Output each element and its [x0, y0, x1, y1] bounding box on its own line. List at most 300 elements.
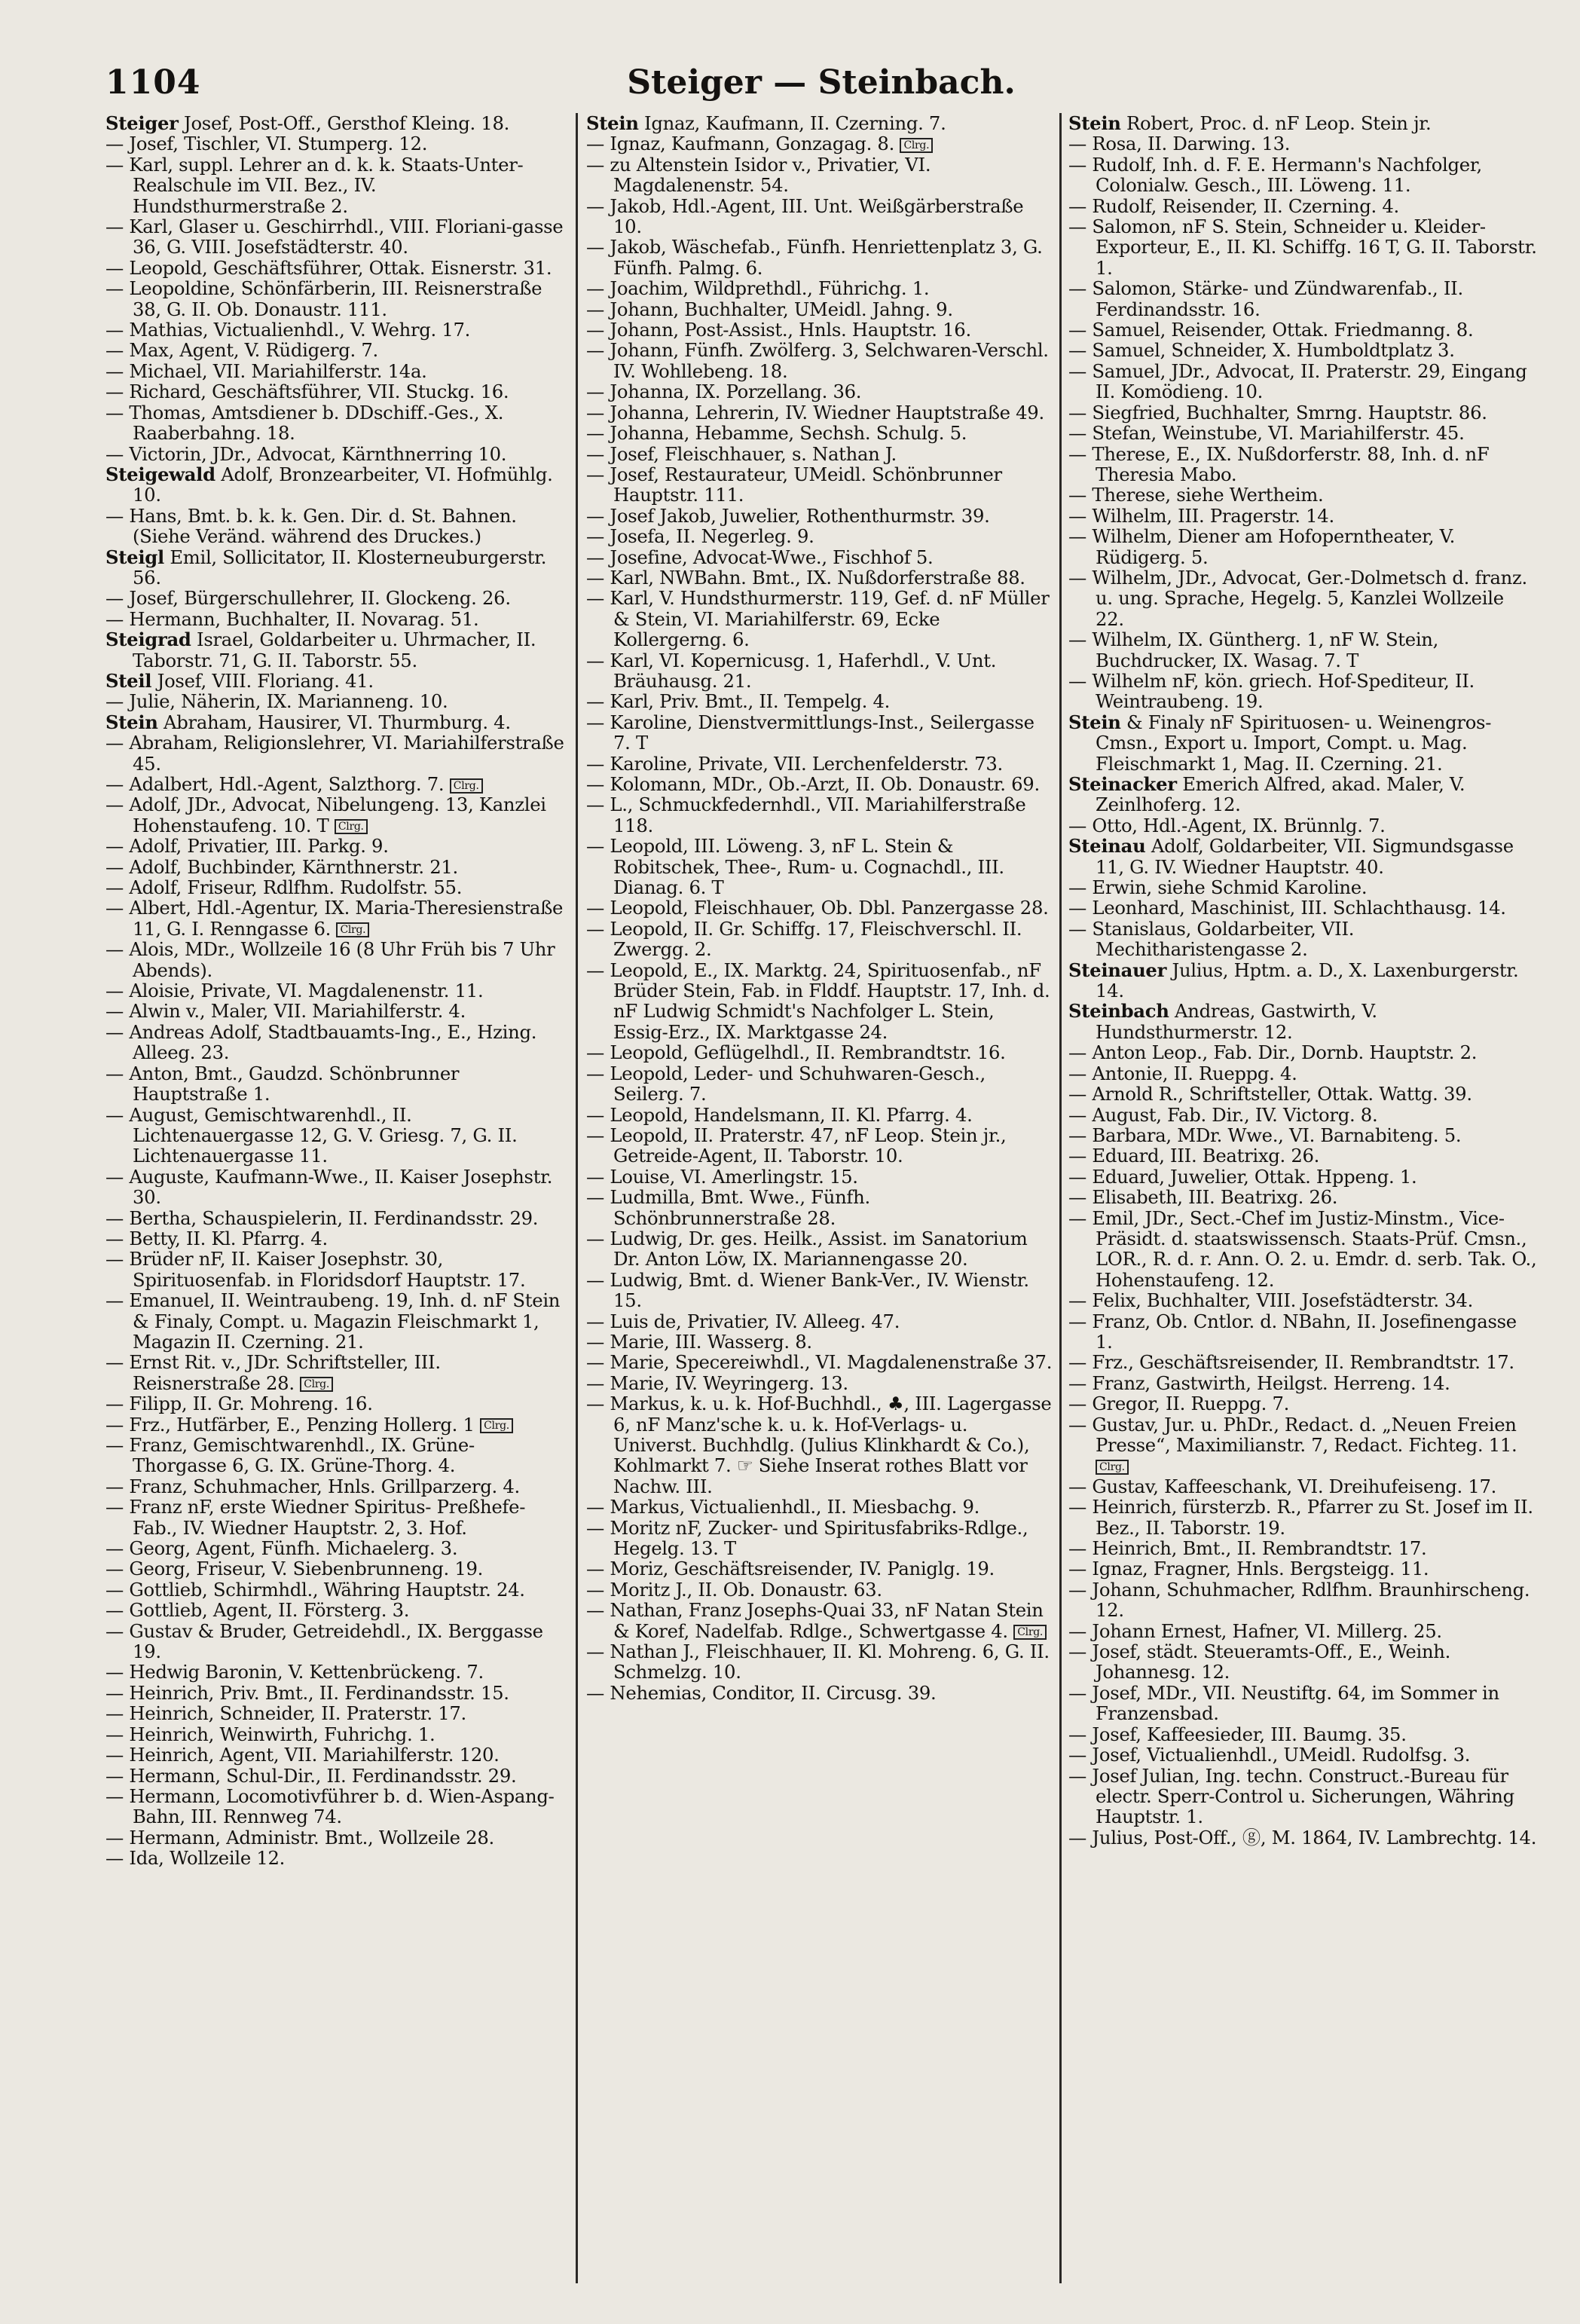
directory-entry — [105, 154, 567, 216]
entry-text: — Karl, suppl. Lehrer an d. k. k. Staats-Unter-Realschule im VII. Bez., IV. Hundsthurmerstraße 2. — [105, 153, 524, 217]
entry-text: Andreas, Gastwirth, V. Hundsthurmerstr. 12. — [1096, 1000, 1377, 1043]
directory-entry — [105, 897, 567, 939]
page-number: 1104 — [105, 63, 201, 102]
entry-text: — Heinrich, Agent, VII. Mariahilferstr. 120. — [105, 1744, 500, 1766]
entry-text: — Gottlieb, Agent, II. Försterg. 3. — [105, 1599, 410, 1622]
entry-text: — Leopold, Fleischhauer, Ob. Dbl. Panzergasse 28. — [586, 897, 1049, 919]
page-title: Steiger — Steinbach. — [627, 63, 1016, 102]
directory-entry — [105, 671, 567, 691]
directory-entry — [105, 340, 567, 360]
entry-text: — Hermann, Buchhalter, II. Novarag. 51. — [105, 607, 479, 630]
directory-entry — [1068, 1497, 1537, 1538]
entry-text: — Gregor, II. Rueppg. 7. — [1068, 1393, 1290, 1415]
entry-text: — Josef, Bürgerschullehrer, II. Glockeng. 26. — [105, 587, 511, 610]
clearing-badge: Clrg. — [900, 138, 933, 153]
entry-text: — Ignaz, Fragner, Hnls. Bergsteigg. 11. — [1068, 1558, 1429, 1580]
entry-text: — Leopoldine, Schönfärberin, III. Reisnerstraße 38, G. II. Ob. Donaustr. 111. — [105, 277, 542, 320]
entry-text: — Kolomann, MDr., Ob.-Arzt, II. Ob. Donaustr. 69. — [586, 773, 1040, 795]
entry-text: — Karoline, Private, VII. Lerchenfelderstr. 73. — [586, 752, 1003, 775]
directory-entry — [1068, 1724, 1537, 1745]
directory-entry — [1068, 1579, 1537, 1621]
directory-entry — [586, 1497, 1053, 1517]
entry-text: — Auguste, Kaufmann-Wwe., II. Kaiser Josephstr. 30. — [105, 1165, 553, 1209]
directory-entry — [105, 712, 567, 732]
directory-entry — [586, 754, 1053, 774]
entry-text: — Samuel, JDr., Advocat, II. Praterstr. 29, Eingang II. Komödieng. 10. — [1068, 359, 1527, 403]
directory-entry — [586, 836, 1053, 897]
entry-text: — Franz, Gemischtwarenhdl., IX. Grüne-Thorgasse 6, G. IX. Grüne-Thorg. 4. — [105, 1434, 475, 1477]
entry-text: — Johanna, IX. Porzellang. 36. — [586, 381, 862, 403]
directory-entry — [1068, 1084, 1537, 1104]
entry-text: Robert, Proc. d. nF Leop. Stein jr. — [1120, 113, 1432, 134]
directory-entry — [586, 237, 1053, 278]
entry-text: — Adolf, Buchbinder, Kärnthnerstr. 21. — [105, 855, 458, 878]
entry-text: — Andreas Adolf, Stadtbauamts-Ing., E., Hzing. Alleeg. 23. — [105, 1020, 537, 1064]
entry-text: — Hermann, Schul-Dir., II. Ferdinandsstr. 29. — [105, 1764, 517, 1787]
entry-text: — Jakob, Wäschefab., Fünfh. Henriettenplatz 3, G. Fünfh. Palmg. 6. — [586, 236, 1043, 279]
directory-entry — [105, 1414, 567, 1435]
directory-entry — [1068, 1476, 1537, 1497]
directory-entry — [1068, 216, 1537, 278]
directory-entry — [586, 423, 1053, 443]
directory-entry — [1068, 1125, 1537, 1145]
entry-text: — Josef, Kaffeesieder, III. Baumg. 35. — [1068, 1723, 1407, 1745]
entry-text: — Wilhelm, JDr., Advocat, Ger.-Dolmetsch d. franz. u. ung. Sprache, Hegelg. 5, Kanzlei Wollzeile 22. — [1068, 566, 1527, 630]
directory-entry — [105, 278, 567, 320]
entry-text: — Josef Julian, Ing. techn. Construct.-Bureau für electr. Sperr-Control u. Sicherungen, Währing Hauptstr. 1. — [1068, 1764, 1514, 1828]
entry-text: — Stanislaus, Goldarbeiter, VII. Mechitharistengasse 2. — [1068, 917, 1355, 961]
column-divider — [1059, 113, 1062, 2283]
entry-text: — Leopold, II. Gr. Schiffg. 17, Fleischverschl. II. Zwergg. 2. — [586, 917, 1022, 961]
directory-entry — [105, 113, 567, 133]
entry-text: — Nathan, Franz Josephs-Quai 33, nF Natan Stein & Koref, Nadelfab. Rdlge., Schwertgasse 4. — [586, 1599, 1044, 1642]
entry-text: — Heinrich, fürsterzb. R., Pfarrer zu St. Josef im II. Bez., II. Taborstr. 19. — [1068, 1496, 1533, 1539]
directory-entry — [1068, 1538, 1537, 1558]
entry-text: — Gustav & Bruder, Getreidehdl., IX. Berggasse 19. — [105, 1619, 543, 1663]
entry-text: — Markus, Victualienhdl., II. Miesbachg. 9. — [586, 1496, 980, 1518]
directory-entry — [1068, 1352, 1537, 1372]
directory-entry — [586, 691, 1053, 711]
entry-text: — Siegfried, Buchhalter, Smrng. Hauptstr. 86. — [1068, 401, 1487, 424]
directory-entry — [586, 299, 1053, 320]
directory-entry — [586, 1105, 1053, 1125]
column-3 — [1068, 113, 1537, 2291]
entry-text: — Nathan J., Fleischhauer, II. Kl. Mohreng. 6, G. II. Schmelzg. 10. — [586, 1641, 1050, 1683]
entry-text: — Frz., Hutfärber, E., Penzing Hollerg. 1 — [105, 1413, 475, 1436]
entry-text: — Georg, Agent, Fünfh. Michaelerg. 3. — [105, 1537, 458, 1560]
directory-entry — [586, 113, 1053, 133]
entry-text: — Moritz J., II. Ob. Donaustr. 63. — [586, 1578, 882, 1601]
directory-entry — [1068, 567, 1537, 629]
entry-text: — Leopold, II. Praterstr. 47, nF Leop. Stein jr., Getreide-Agent, II. Taborstr. 10. — [586, 1124, 1007, 1167]
directory-entry — [1068, 154, 1537, 196]
directory-entry — [105, 258, 567, 278]
directory-entry — [586, 506, 1053, 526]
entry-text: — Karl, VI. Kopernicusg. 1, Haferhdl., V. Unt. Bräuhausg. 21. — [586, 649, 997, 692]
entry-text: — Markus, k. u. k. Hof-Buchhdl., ♣, III. Lagergasse 6, nF Manz'sche k. u. k. Hof-Verlags- u. Universt. Buchhdlg. (Julius Klinkhardt & Co.), Kohlmarkt 7. ☞ Siehe Inserat rothes Blatt vor Nachw. III. — [586, 1393, 1052, 1497]
directory-entry — [105, 1848, 567, 1868]
directory-entry — [1068, 1145, 1537, 1166]
directory-entry — [1068, 1311, 1537, 1353]
directory-entry — [586, 1311, 1053, 1332]
directory-entry — [105, 1600, 567, 1620]
directory-entry — [105, 1435, 567, 1476]
directory-entry — [105, 1558, 567, 1579]
entry-text: — Josef, Fleischhauer, s. Nathan J. — [586, 442, 897, 465]
directory-entry — [1068, 1827, 1537, 1848]
directory-entry — [105, 588, 567, 608]
entry-text: — Josefine, Advocat-Wwe., Fischhof 5. — [586, 546, 934, 568]
entry-text: — Wilhelm nF, kön. griech. Hof-Spediteur, II. Weintraubeng. 19. — [1068, 669, 1475, 713]
entry-text: — Josef, Tischler, VI. Stumperg. 12. — [105, 133, 428, 155]
directory-entry — [105, 980, 567, 1001]
entry-text: — Heinrich, Priv. Bmt., II. Ferdinandsstr. 15. — [105, 1681, 509, 1704]
directory-entry — [105, 1497, 567, 1538]
page-header — [105, 59, 1537, 112]
entry-text: — Aloisie, Private, VI. Magdalenenstr. 11. — [105, 980, 484, 1002]
directory-entry — [105, 547, 567, 589]
entry-text: — Antonie, II. Rueppg. 4. — [1068, 1062, 1297, 1084]
entry-text: — Elisabeth, III. Beatrixg. 26. — [1068, 1186, 1338, 1209]
surname-heading: Steinauer — [1068, 959, 1167, 981]
entry-text: — Hans, Bmt. b. k. k. Gen. Dir. d. St. Bahnen. (Siehe Veränd. während des Druckes.) — [105, 504, 517, 548]
directory-entry — [1068, 877, 1537, 897]
directory-entry — [1068, 897, 1537, 918]
directory-entry — [105, 1621, 567, 1662]
entry-text: — zu Altenstein Isidor v., Privatier, VI. Magdalenenstr. 54. — [586, 153, 931, 197]
entry-text: — Georg, Friseur, V. Siebenbrunneng. 19. — [105, 1558, 484, 1580]
entry-text: — Johann, Schuhmacher, Rdlfhm. Braunhirscheng. 12. — [1068, 1578, 1530, 1622]
entry-text: Israel, Goldarbeiter u. Uhrmacher, II. Taborstr. 71, G. II. Taborstr. 55. — [133, 628, 536, 671]
entry-text: — Josef, städt. Steueramts-Off., E., Weinh. Johannesg. 12. — [1068, 1641, 1451, 1683]
entry-text: — Victorin, JDr., Advocat, Kärnthnerring 10. — [105, 442, 507, 465]
directory-entry — [105, 939, 567, 980]
entry-text: — Thomas, Amtsdiener b. DDschiff.-Ges., X. Raaberbahng. 18. — [105, 401, 504, 445]
directory-entry — [1068, 1187, 1537, 1207]
directory-entry — [586, 1125, 1053, 1167]
entry-text: — L., Schmuckfedernhdl., VII. Mariahilferstraße 118. — [586, 794, 1026, 836]
directory-entry — [1068, 815, 1537, 836]
directory-entry — [586, 340, 1053, 381]
directory-entry — [586, 133, 1053, 154]
directory-entry — [1068, 1641, 1537, 1683]
directory-entry — [105, 1228, 567, 1249]
directory-entry — [1068, 1105, 1537, 1125]
directory-entry — [586, 154, 1053, 196]
column-2 — [586, 113, 1053, 2291]
directory-entry — [1068, 506, 1537, 526]
entry-text: — Ernst Rit. v., JDr. Schriftsteller, III. Reisnerstraße 28. — [105, 1351, 441, 1394]
entry-text: — Karl, NWBahn. Bmt., IX. Nußdorferstraße 88. — [586, 566, 1025, 589]
entry-text: Emil, Sollicitator, II. Klosterneuburgerstr. 56. — [133, 546, 547, 589]
directory-entry — [586, 1683, 1053, 1703]
entry-text: — Leopold, Handelsmann, II. Kl. Pfarrg. 4. — [586, 1103, 973, 1126]
entry-text: — Adolf, Privatier, III. Parkg. 9. — [105, 835, 389, 858]
directory-entry — [1068, 444, 1537, 485]
surname-heading: Steinbach — [1068, 1000, 1169, 1023]
entry-text: — Franz, Ob. Cntlor. d. NBahn, II. Josefinengasse 1. — [1068, 1310, 1517, 1353]
directory-entry — [105, 402, 567, 444]
directory-entry — [105, 1827, 567, 1848]
surname-heading: Steigl — [105, 546, 164, 568]
directory-entry — [586, 444, 1053, 464]
directory-entry — [105, 1249, 567, 1290]
directory-entry — [105, 1022, 567, 1063]
surname-heading: Steigewald — [105, 463, 215, 485]
directory-entry — [1068, 361, 1537, 402]
entry-text: Adolf, Bronzearbeiter, VI. Hofmühlg. 10. — [133, 463, 553, 506]
entry-text: — Moriz, Geschäftsreisender, IV. Paniglg. 19. — [586, 1558, 995, 1580]
entry-text: — Johann Ernest, Hafner, VI. Millerg. 25. — [1068, 1619, 1442, 1642]
directory-entry — [1068, 1558, 1537, 1579]
directory-entry — [1068, 1042, 1537, 1063]
entry-text: — Ignaz, Kaufmann, Gonzagag. 8. — [586, 133, 894, 155]
directory-entry — [1068, 1167, 1537, 1187]
entry-text: — Josef, MDr., VII. Neustiftg. 64, im Sommer in Franzensbad. — [1068, 1681, 1499, 1725]
entry-text: — Mathias, Victualienhdl., V. Wehrg. 17. — [105, 319, 471, 341]
directory-entry — [105, 629, 567, 671]
directory-entry — [1068, 113, 1537, 133]
directory-entry — [1068, 836, 1537, 877]
entry-text: Julius, Hptm. a. D., X. Laxenburgerstr. 14. — [1096, 959, 1519, 1002]
directory-entry — [105, 857, 567, 877]
directory-entry — [105, 1724, 567, 1745]
entry-text: — August, Gemischtwarenhdl., II. Lichtenauergasse 12, G. V. Griesg. 7, G. II. Lichtenauergasse 11. — [105, 1103, 518, 1167]
directory-entry — [586, 960, 1053, 1043]
directory-entry — [1068, 526, 1537, 567]
directory-entry — [105, 506, 567, 547]
directory-entry — [105, 1703, 567, 1723]
entry-text: — Barbara, MDr. Wwe., VI. Barnabiteng. 5. — [1068, 1124, 1462, 1146]
entry-text: — Gustav, Jur. u. PhDr., Redact. d. „Neuen Freien Presse“, Maximilianstr. 7, Redact. Fichteg. 11. — [1068, 1413, 1517, 1456]
directory-entry — [586, 794, 1053, 836]
entry-text: — Ludmilla, Bmt. Wwe., Fünfh. Schönbrunnerstraße 28. — [586, 1186, 870, 1229]
entry-text: — Samuel, Reisender, Ottak. Friedmanng. 8. — [1068, 319, 1474, 341]
entry-text: Josef, VIII. Floriang. 41. — [151, 669, 374, 692]
directory-entry — [1068, 340, 1537, 360]
entry-text: — Leopold, Geschäftsführer, Ottak. Eisnerstr. 31. — [105, 256, 552, 279]
entry-text: — Johann, Buchhalter, UMeidl. Jahng. 9. — [586, 298, 953, 320]
entry-text: — Ludwig, Bmt. d. Wiener Bank-Ver., IV. Wienstr. 15. — [586, 1268, 1029, 1312]
entry-text: — Hermann, Administr. Bmt., Wollzeile 28. — [105, 1826, 494, 1848]
directory-entry — [105, 732, 567, 774]
entry-text: — August, Fab. Dir., IV. Victorg. 8. — [1068, 1103, 1378, 1126]
clearing-badge: Clrg. — [300, 1377, 333, 1392]
entry-text: — Stefan, Weinstube, VI. Mariahilferstr. 45. — [1068, 422, 1465, 445]
entry-text: — Rudolf, Inh. d. F. E. Hermann's Nachfolger, Colonialw. Gesch., III. Löweng. 11. — [1068, 153, 1482, 197]
directory-entry — [105, 1683, 567, 1703]
directory-entry — [586, 1167, 1053, 1187]
clearing-badge: Clrg. — [336, 922, 369, 937]
entry-text: — Therese, siehe Wertheim. — [1068, 484, 1324, 506]
entry-text: — Franz, Schuhmacher, Hnls. Grillparzerg. 4. — [105, 1475, 520, 1497]
directory-entry — [105, 1063, 567, 1105]
entry-text: — Josef, Victualienhdl., UMeidl. Rudolfsg. 3. — [1068, 1744, 1471, 1766]
directory-entry — [105, 1352, 567, 1393]
entry-text: — Wilhelm, IX. Güntherg. 1, nF W. Stein, Buchdrucker, IX. Wasag. 7. T — [1068, 628, 1439, 671]
entry-text: — Anton, Bmt., Gaudzd. Schönbrunner Hauptstraße 1. — [105, 1062, 460, 1105]
directory-entry — [105, 877, 567, 897]
entry-text: — Karl, Priv. Bmt., II. Tempelg. 4. — [586, 690, 891, 713]
directory-entry — [586, 1187, 1053, 1228]
entry-text: — Karl, V. Hundsthurmerstr. 119, Gef. d. nF Müller & Stein, VI. Mariahilferstr. 69, Ecke Kollergerng. 6. — [586, 587, 1050, 651]
entry-text: — Salomon, nF S. Stein, Schneider u. Kleider-Exporteur, E., II. Kl. Schiffg. 16 T, G. II. Taborstr. 1. — [1068, 216, 1537, 279]
entry-text: — Rudolf, Reisender, II. Czerning. 4. — [1068, 194, 1399, 217]
entry-text: — Josef, Restaurateur, UMeidl. Schönbrunner Hauptstr. 111. — [586, 463, 1002, 506]
directory-entry — [1068, 196, 1537, 216]
directory-entry — [105, 1745, 567, 1765]
surname-heading: Stein — [105, 711, 158, 733]
directory-entry — [1068, 960, 1537, 1001]
directory-entry — [586, 464, 1053, 506]
directory-entry — [1068, 919, 1537, 960]
entry-text: — Leonhard, Maschinist, III. Schlachthausg. 14. — [1068, 897, 1506, 919]
directory-entry — [105, 361, 567, 381]
entry-text: — Erwin, siehe Schmid Karoline. — [1068, 876, 1368, 899]
directory-entry — [586, 774, 1053, 794]
entry-text: — Wilhelm, III. Pragerstr. 14. — [1068, 504, 1334, 527]
directory-entry — [1068, 278, 1537, 320]
entry-text: — Albert, Hdl.-Agentur, IX. Maria-Theresienstraße 11, G. I. Renngasse 6. — [105, 897, 564, 940]
directory-entry — [586, 650, 1053, 692]
entry-text: — Heinrich, Schneider, II. Praterstr. 17. — [105, 1702, 466, 1725]
clearing-badge: Clrg. — [1096, 1460, 1129, 1475]
entry-text: — Johann, Post-Assist., Hnls. Hauptstr. 16. — [586, 319, 971, 341]
column-divider — [576, 113, 578, 2283]
directory-entry — [586, 1518, 1053, 1559]
directory-entry — [586, 588, 1053, 650]
entry-text: — Therese, E., IX. Nußdorferstr. 88, Inh. d. nF Theresia Mabo. — [1068, 442, 1490, 485]
entry-text: — Heinrich, Bmt., II. Rembrandtstr. 17. — [1068, 1537, 1427, 1560]
entry-text: — Brüder nF, II. Kaiser Josephstr. 30, Spirituosenfab. in Floridsdorf Hauptstr. 17. — [105, 1248, 526, 1291]
entry-text: — Josef Jakob, Juwelier, Rothenthurmstr. 39. — [586, 504, 990, 527]
directory-entry — [1068, 423, 1537, 443]
directory-entry — [1068, 1063, 1537, 1084]
directory-entry — [586, 1270, 1053, 1311]
directory-entry — [105, 133, 567, 154]
directory-entry — [586, 1042, 1053, 1063]
entry-text: — Adolf, JDr., Advocat, Nibelungeng. 13, Kanzlei Hohenstaufeng. 10. T — [105, 794, 546, 836]
directory-entry — [586, 381, 1053, 402]
directory-entry — [586, 196, 1053, 237]
entry-text: — Eduard, III. Beatrixg. 26. — [1068, 1145, 1320, 1167]
directory-entry — [105, 1001, 567, 1021]
entry-text: — Emil, JDr., Sect.-Chef im Justiz-Minstm., Vice-Präsidt. d. staatswissensch. Staats-Prüf. Cmsn., LOR., R. d. r. Ann. O. 2. u. Emdr. d. serb. Tak. O., Hohenstaufeng. 12. — [1068, 1206, 1537, 1291]
entry-text: — Max, Agent, V. Rüdigerg. 7. — [105, 339, 378, 362]
directory-entry — [1068, 1393, 1537, 1414]
directory-entry — [1068, 1208, 1537, 1291]
entry-text: — Adolf, Friseur, Rdlfhm. Rudolfstr. 55. — [105, 876, 463, 899]
directory-entry — [105, 1208, 567, 1228]
directory-entry — [105, 1579, 567, 1600]
clearing-badge: Clrg. — [335, 819, 368, 834]
entry-text: — Louise, VI. Amerlingstr. 15. — [586, 1165, 858, 1188]
entry-text: — Ida, Wollzeile 12. — [105, 1847, 286, 1870]
entry-text: — Samuel, Schneider, X. Humboldtplatz 3. — [1068, 339, 1455, 362]
directory-entry — [1068, 1621, 1537, 1641]
surname-heading: Steiger — [105, 113, 179, 134]
directory-entry — [1068, 712, 1537, 774]
entry-text: — Gustav, Kaffeeschank, VI. Dreihufeiseng. 17. — [1068, 1475, 1497, 1497]
directory-entry — [1068, 485, 1537, 505]
directory-entry — [105, 464, 567, 506]
entry-text: — Betty, II. Kl. Pfarrg. 4. — [105, 1227, 328, 1249]
directory-entry — [1068, 320, 1537, 340]
entry-text: Emerich Alfred, akad. Maler, V. Zeinlhoferg. 12. — [1096, 773, 1465, 816]
column-1 — [105, 113, 567, 2291]
directory-entry — [586, 526, 1053, 546]
directory-entry — [105, 691, 567, 711]
directory-entry — [586, 1600, 1053, 1641]
entry-text: Josef, Post-Off., Gersthof Kleing. 18. — [178, 113, 510, 134]
entry-text: — Frz., Geschäftsreisender, II. Rembrandtstr. 17. — [1068, 1351, 1514, 1374]
entry-text: — Anton Leop., Fab. Dir., Dornb. Hauptstr. 2. — [1068, 1041, 1478, 1064]
entry-text: — Hermann, Locomotivführer b. d. Wien-Aspang-Bahn, III. Rennweg 74. — [105, 1784, 555, 1828]
directory-entry — [586, 547, 1053, 567]
directory-entry — [105, 1662, 567, 1682]
entry-text: — Franz, Gastwirth, Heilgst. Herreng. 14. — [1068, 1371, 1450, 1394]
directory-entry — [586, 402, 1053, 423]
entry-text: — Michael, VII. Mariahilferstr. 14a. — [105, 359, 427, 382]
entry-text: — Filipp, II. Gr. Mohreng. 16. — [105, 1393, 373, 1415]
entry-text: — Franz nF, erste Wiedner Spiritus- Preßhefe-Fab., IV. Wiedner Hauptstr. 2, 3. Hof. — [105, 1496, 526, 1539]
directory-entry — [586, 1558, 1053, 1579]
entry-text: — Richard, Geschäftsführer, VII. Stuckg. 16. — [105, 381, 509, 403]
surname-heading: Steil — [105, 669, 152, 692]
entry-text: — Marie, IV. Weyringerg. 13. — [586, 1371, 848, 1394]
entry-text: — Eduard, Juwelier, Ottak. Hppeng. 1. — [1068, 1165, 1417, 1188]
entry-text: — Emanuel, II. Weintraubeng. 19, Inh. d. nF Stein & Finaly, Compt. u. Magazin Fleischmarkt 1, Magazin II. Czerning. 21. — [105, 1289, 561, 1353]
directory-entry — [105, 320, 567, 340]
entry-text: — Karl, Glaser u. Geschirrhdl., VIII. Floriani-gasse 36, G. VIII. Josefstädterstr. 40. — [105, 216, 564, 258]
directory-entry — [586, 897, 1053, 918]
directory-entry — [1068, 1766, 1537, 1827]
clearing-badge: Clrg. — [480, 1418, 513, 1433]
directory-entry — [105, 1393, 567, 1414]
directory-entry — [105, 1476, 567, 1497]
directory-entry — [586, 1332, 1053, 1352]
entry-text: — Arnold R., Schriftsteller, Ottak. Wattg. 39. — [1068, 1083, 1472, 1105]
directory-entry — [105, 774, 567, 794]
directory-entry — [586, 567, 1053, 588]
directory-entry — [105, 381, 567, 402]
directory-entry — [1068, 1290, 1537, 1310]
entry-text: — Leopold, Geflügelhdl., II. Rembrandtstr. 16. — [586, 1041, 1006, 1064]
entry-text: — Julie, Näherin, IX. Marianneng. 10. — [105, 690, 448, 713]
entry-text: Abraham, Hausirer, VI. Thurmburg. 4. — [157, 711, 511, 733]
surname-heading: Stein — [586, 113, 639, 134]
directory-entry — [586, 1352, 1053, 1372]
directory-entry — [586, 1393, 1053, 1497]
directory-entry — [105, 444, 567, 464]
entry-text: Adolf, Goldarbeiter, VII. Sigmundsgasse 11, G. IV. Wiedner Hauptstr. 40. — [1096, 835, 1514, 878]
surname-heading: Steinacker — [1068, 773, 1177, 795]
directory-entry — [105, 1290, 567, 1352]
entry-text: & Finaly nF Spirituosen- u. Weinengros-Cmsn., Export u. Import, Compt. u. Mag. Fleischmarkt 1, Mag. II. Czerning. 21. — [1096, 711, 1492, 775]
entry-text: — Josefa, II. Negerleg. 9. — [586, 525, 814, 548]
directory-entry — [1068, 774, 1537, 815]
entry-text: — Karoline, Dienstvermittlungs-Inst., Seilergasse 7. T — [586, 711, 1034, 754]
entry-text: — Johanna, Hebamme, Sechsh. Schulg. 5. — [586, 422, 967, 445]
entry-text: — Otto, Hdl.-Agent, IX. Brünnlg. 7. — [1068, 814, 1386, 836]
entry-text: — Salomon, Stärke- und Zündwarenfab., II. Ferdinandsstr. 16. — [1068, 277, 1463, 320]
directory-entry — [105, 836, 567, 856]
surname-heading: Steinau — [1068, 835, 1146, 858]
entry-text: — Wilhelm, Diener am Hofoperntheater, V. Rüdigerg. 5. — [1068, 525, 1456, 568]
entry-text: — Heinrich, Weinwirth, Fuhrichg. 1. — [105, 1723, 435, 1745]
directory-entry — [105, 216, 567, 258]
entry-text: — Alois, MDr., Wollzeile 16 (8 Uhr Früh bis 7 Uhr Abends). — [105, 938, 555, 981]
